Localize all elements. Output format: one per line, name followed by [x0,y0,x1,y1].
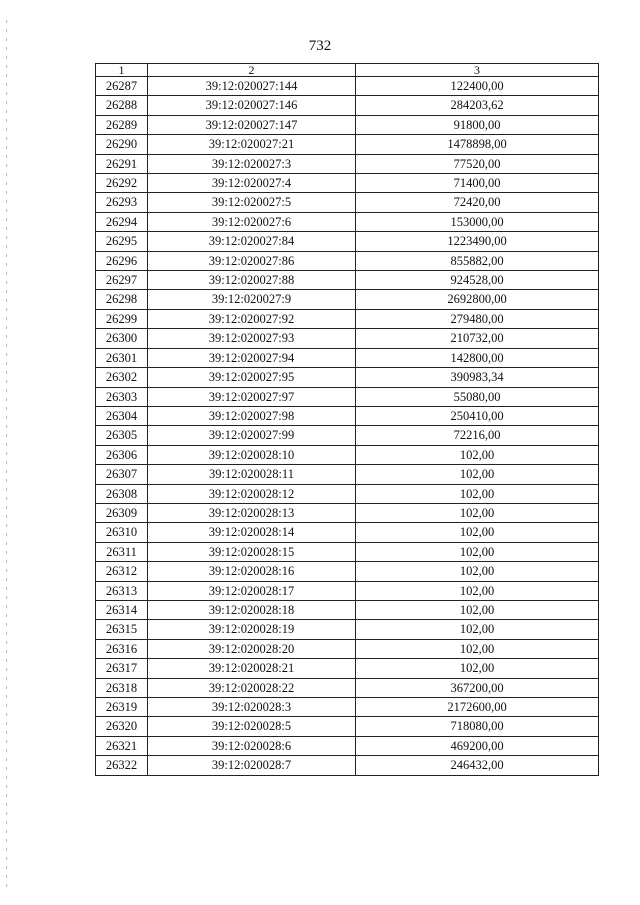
cadastral-number-cell: 39:12:020028:21 [148,659,356,678]
value-cell: 91800,00 [356,115,599,134]
cadastral-number-cell: 39:12:020027:144 [148,77,356,96]
table-row [96,271,599,290]
cadastral-number-cell: 39:12:020028:12 [148,484,356,503]
value-cell: 102,00 [356,620,599,639]
page-number: 732 [308,38,332,54]
row-number-cell: 26316 [96,639,148,658]
cadastral-number-cell: 39:12:020028:10 [148,445,356,464]
value-cell: 2172600,00 [356,698,599,717]
table-row [96,542,599,561]
value-cell: 102,00 [356,600,599,619]
cadastral-number-cell: 39:12:020027:95 [148,368,356,387]
table-row [96,406,599,425]
row-number-cell: 26307 [96,465,148,484]
value-cell: 1478898,00 [356,135,599,154]
cadastral-number-cell: 39:12:020028:7 [148,756,356,775]
table-row [96,678,599,697]
header-cell-3: 3 [356,64,599,77]
row-number-cell: 26317 [96,659,148,678]
cadastral-number-cell: 39:12:020028:11 [148,465,356,484]
table-row [96,523,599,542]
table-row [96,503,599,522]
row-number-cell: 26311 [96,542,148,561]
row-number-cell: 26302 [96,368,148,387]
header-row [96,64,599,77]
table-row [96,348,599,367]
table-row [96,620,599,639]
cadastral-number-cell: 39:12:020027:21 [148,135,356,154]
cadastral-number-cell: 39:12:020028:19 [148,620,356,639]
row-number-cell: 26300 [96,329,148,348]
value-cell: 77520,00 [356,154,599,173]
value-cell: 102,00 [356,465,599,484]
table-row [96,77,599,96]
table-row [96,698,599,717]
row-number-cell: 26308 [96,484,148,503]
value-cell: 246432,00 [356,756,599,775]
cadastral-number-cell: 39:12:020028:15 [148,542,356,561]
value-cell: 153000,00 [356,212,599,231]
row-number-cell: 26301 [96,348,148,367]
table-row [96,445,599,464]
table-row [96,387,599,406]
row-number-cell: 26291 [96,154,148,173]
table-row [96,659,599,678]
cadastral-number-cell: 39:12:020027:93 [148,329,356,348]
value-cell: 210732,00 [356,329,599,348]
value-cell: 102,00 [356,445,599,464]
row-number-cell: 26303 [96,387,148,406]
cadastral-number-cell: 39:12:020028:6 [148,736,356,755]
value-cell: 142800,00 [356,348,599,367]
table-row [96,309,599,328]
cadastral-number-cell: 39:12:020027:88 [148,271,356,290]
table-header [96,64,599,77]
row-number-cell: 26297 [96,271,148,290]
cadastral-number-cell: 39:12:020028:20 [148,639,356,658]
table-row [96,232,599,251]
table-row [96,251,599,270]
row-number-cell: 26319 [96,698,148,717]
row-number-cell: 26294 [96,212,148,231]
cadastral-number-cell: 39:12:020027:84 [148,232,356,251]
table-row [96,600,599,619]
row-number-cell: 26310 [96,523,148,542]
row-number-cell: 26290 [96,135,148,154]
value-cell: 2692800,00 [356,290,599,309]
table-row [96,426,599,445]
cadastral-number-cell: 39:12:020028:17 [148,581,356,600]
value-cell: 284203,62 [356,96,599,115]
table-row [96,484,599,503]
value-cell: 250410,00 [356,406,599,425]
value-cell: 390983,34 [356,368,599,387]
row-number-cell: 26287 [96,77,148,96]
row-number-cell: 26306 [96,445,148,464]
cadastral-number-cell: 39:12:020027:92 [148,309,356,328]
cadastral-number-cell: 39:12:020027:86 [148,251,356,270]
value-cell: 55080,00 [356,387,599,406]
row-number-cell: 26312 [96,562,148,581]
row-number-cell: 26295 [96,232,148,251]
table-row [96,639,599,658]
row-number-cell: 26299 [96,309,148,328]
cadastral-number-cell: 39:12:020028:22 [148,678,356,697]
table-row [96,717,599,736]
cadastral-number-cell: 39:12:020027:99 [148,426,356,445]
data-table [95,63,599,776]
row-number-cell: 26322 [96,756,148,775]
value-cell: 102,00 [356,503,599,522]
cadastral-number-cell: 39:12:020028:3 [148,698,356,717]
cadastral-number-cell: 39:12:020028:18 [148,600,356,619]
cadastral-number-cell: 39:12:020027:147 [148,115,356,134]
table-row [96,115,599,134]
row-number-cell: 26313 [96,581,148,600]
value-cell: 924528,00 [356,271,599,290]
value-cell: 102,00 [356,581,599,600]
cadastral-number-cell: 39:12:020027:4 [148,174,356,193]
table-row [96,135,599,154]
table-row [96,290,599,309]
value-cell: 102,00 [356,523,599,542]
table-row [96,154,599,173]
value-cell: 71400,00 [356,174,599,193]
table-row [96,212,599,231]
table-row [96,174,599,193]
table-row [96,736,599,755]
table-body [96,77,599,776]
cadastral-number-cell: 39:12:020028:13 [148,503,356,522]
table-row [96,465,599,484]
cadastral-number-cell: 39:12:020028:14 [148,523,356,542]
cadastral-number-cell: 39:12:020027:98 [148,406,356,425]
binding-margin-line [6,20,7,890]
cadastral-number-cell: 39:12:020027:9 [148,290,356,309]
cadastral-number-cell: 39:12:020027:97 [148,387,356,406]
value-cell: 1223490,00 [356,232,599,251]
row-number-cell: 26288 [96,96,148,115]
table-row [96,756,599,775]
value-cell: 102,00 [356,562,599,581]
table-row [96,193,599,212]
cadastral-number-cell: 39:12:020028:16 [148,562,356,581]
row-number-cell: 26304 [96,406,148,425]
row-number-cell: 26321 [96,736,148,755]
table-row [96,329,599,348]
cadastral-number-cell: 39:12:020027:5 [148,193,356,212]
cadastral-number-cell: 39:12:020027:6 [148,212,356,231]
value-cell: 72420,00 [356,193,599,212]
cadastral-number-cell: 39:12:020027:94 [148,348,356,367]
cadastral-number-cell: 39:12:020028:5 [148,717,356,736]
value-cell: 122400,00 [356,77,599,96]
row-number-cell: 26305 [96,426,148,445]
row-number-cell: 26314 [96,600,148,619]
value-cell: 855882,00 [356,251,599,270]
row-number-cell: 26318 [96,678,148,697]
table-row [96,562,599,581]
value-cell: 72216,00 [356,426,599,445]
row-number-cell: 26309 [96,503,148,522]
value-cell: 279480,00 [356,309,599,328]
value-cell: 102,00 [356,659,599,678]
table-row [96,96,599,115]
row-number-cell: 26296 [96,251,148,270]
value-cell: 102,00 [356,542,599,561]
row-number-cell: 26298 [96,290,148,309]
table-row [96,368,599,387]
row-number-cell: 26289 [96,115,148,134]
value-cell: 718080,00 [356,717,599,736]
cadastral-number-cell: 39:12:020027:146 [148,96,356,115]
row-number-cell: 26315 [96,620,148,639]
row-number-cell: 26320 [96,717,148,736]
row-number-cell: 26293 [96,193,148,212]
value-cell: 102,00 [356,484,599,503]
table-row [96,581,599,600]
value-cell: 102,00 [356,639,599,658]
value-cell: 367200,00 [356,678,599,697]
row-number-cell: 26292 [96,174,148,193]
header-cell-1: 1 [96,64,148,77]
cadastral-number-cell: 39:12:020027:3 [148,154,356,173]
value-cell: 469200,00 [356,736,599,755]
header-cell-2: 2 [148,64,356,77]
